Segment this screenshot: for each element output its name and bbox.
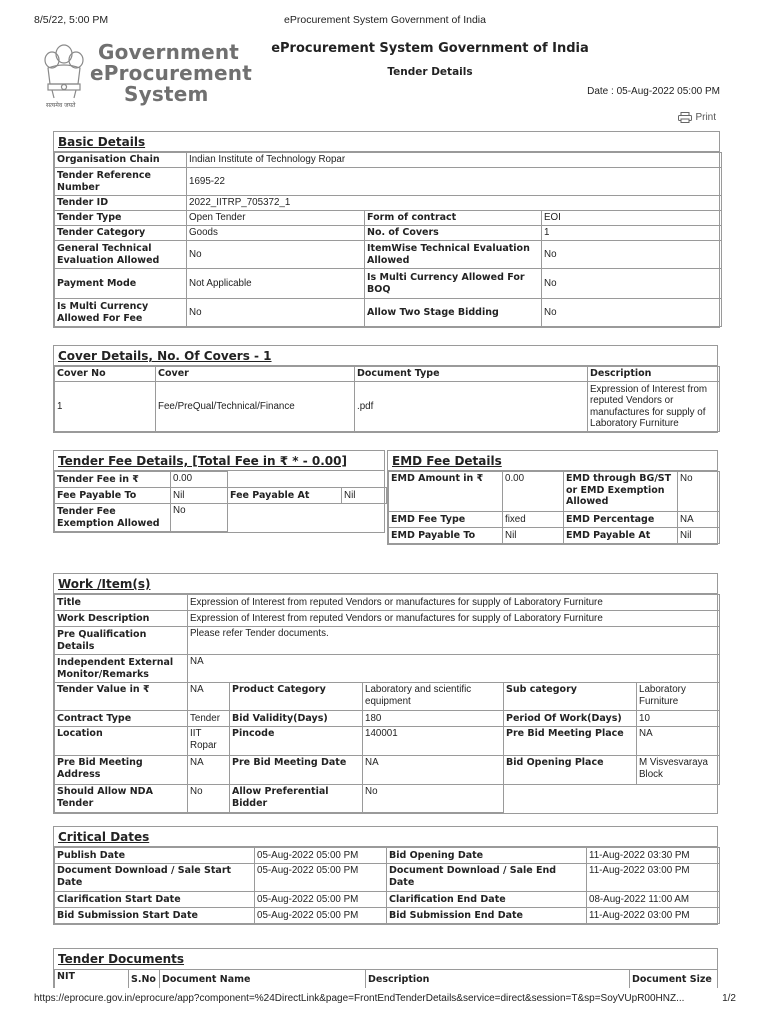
- emd-amount-value: 0.00: [503, 472, 564, 512]
- sub-category-value: Laboratory Furniture: [637, 683, 720, 711]
- preferential-bidder-value: No: [363, 785, 504, 813]
- tender-documents-title: Tender Documents: [54, 949, 717, 969]
- tender-ref-label: Tender Reference Number: [55, 168, 187, 196]
- table-row: [55, 785, 720, 813]
- cover-no-cell: 1: [55, 382, 156, 432]
- table-row: [55, 756, 720, 785]
- column-header: Document Type: [355, 367, 588, 382]
- nit-label: NIT: [55, 970, 129, 989]
- table-row: [55, 627, 720, 655]
- table-row: [55, 864, 720, 892]
- preferential-bidder-label: Allow Preferential Bidder: [230, 785, 363, 813]
- cover-cell: Fee/PreQual/Technical/Finance: [156, 382, 355, 432]
- publish-date-value: 05-Aug-2022 05:00 PM: [255, 848, 387, 864]
- tender-fee-table: [54, 471, 387, 532]
- iem-remarks-value: NA: [188, 655, 720, 683]
- clarification-end-date-label: Clarification End Date: [387, 892, 587, 908]
- critical-dates-table: [54, 847, 720, 924]
- itemwise-tech-eval-value: No: [542, 241, 722, 269]
- table-row: [55, 892, 720, 908]
- work-items-title: Work /Item(s): [54, 574, 717, 594]
- table-row: [55, 655, 720, 683]
- table-row: [55, 226, 722, 241]
- iem-remarks-label: Independent External Monitor/Remarks: [55, 655, 188, 683]
- bid-opening-date-value: 11-Aug-2022 03:30 PM: [587, 848, 720, 864]
- basic-details-table: [54, 152, 722, 327]
- fee-exemption-value: No: [171, 504, 228, 532]
- column-header: Description: [366, 970, 630, 989]
- clarification-end-date-value: 08-Aug-2022 11:00 AM: [587, 892, 720, 908]
- description-cell: Expression of Interest from reputed Vendors or manufactures for supply of Laboratory Furniture: [588, 382, 720, 432]
- tender-value-value: NA: [188, 683, 230, 711]
- tender-fee-label: Tender Fee in ₹: [55, 472, 171, 488]
- product-category-label: Product Category: [230, 683, 363, 711]
- emd-amount-label: EMD Amount in ₹: [389, 472, 503, 512]
- general-tech-eval-value: No: [187, 241, 365, 269]
- submission-start-date-value: 05-Aug-2022 05:00 PM: [255, 908, 387, 924]
- clarification-start-date-value: 05-Aug-2022 05:00 PM: [255, 892, 387, 908]
- tender-category-label: Tender Category: [55, 226, 187, 241]
- clarification-start-date-label: Clarification Start Date: [55, 892, 255, 908]
- tender-value-label: Tender Value in ₹: [55, 683, 188, 711]
- table-row: [55, 382, 720, 432]
- basic-details-title: Basic Details: [54, 132, 719, 152]
- basic-details-panel: [53, 131, 720, 328]
- emd-fee-type-label: EMD Fee Type: [389, 512, 503, 528]
- emd-percentage-label: EMD Percentage: [564, 512, 678, 528]
- pre-bid-meeting-date-label: Pre Bid Meeting Date: [230, 756, 363, 785]
- table-row: [55, 241, 722, 269]
- table-row: [389, 528, 720, 544]
- cover-details-table: [54, 366, 720, 432]
- pincode-value: 140001: [363, 727, 504, 756]
- emd-bg-exemption-value: No: [678, 472, 720, 512]
- fee-exemption-label: Tender Fee Exemption Allowed: [55, 504, 171, 532]
- column-header: S.No: [129, 970, 160, 989]
- tender-fee-panel: [53, 450, 385, 533]
- tender-type-value: Open Tender: [187, 211, 365, 226]
- bid-validity-label: Bid Validity(Days): [230, 711, 363, 727]
- product-category-value: Laboratory and scientific equipment: [363, 683, 504, 711]
- table-row: [55, 269, 722, 299]
- table-header-row: [55, 970, 719, 989]
- table-row: [55, 211, 722, 226]
- fee-payable-at-value: Nil: [342, 488, 387, 504]
- logo-line-system: System: [124, 82, 209, 106]
- fee-payable-to-label: Fee Payable To: [55, 488, 171, 504]
- emd-percentage-value: NA: [678, 512, 720, 528]
- current-date: Date : 05-Aug-2022 05:00 PM: [587, 86, 720, 97]
- pre-bid-meeting-address-value: NA: [188, 756, 230, 785]
- payment-mode-label: Payment Mode: [55, 269, 187, 299]
- emd-payable-at-value: Nil: [678, 528, 720, 544]
- location-label: Location: [55, 727, 188, 756]
- bid-opening-place-value: M Visvesvaraya Block: [637, 756, 720, 785]
- emd-payable-to-label: EMD Payable To: [389, 528, 503, 544]
- cover-details-panel: [53, 345, 718, 433]
- download-end-date-label: Document Download / Sale End Date: [387, 864, 587, 892]
- multi-currency-fee-label: Is Multi Currency Allowed For Fee: [55, 299, 187, 327]
- logo-line-eprocurement: eProcurement: [90, 61, 252, 85]
- critical-dates-panel: [53, 826, 718, 925]
- download-start-date-value: 05-Aug-2022 05:00 PM: [255, 864, 387, 892]
- column-header: Cover No: [55, 367, 156, 382]
- tender-id-value: 2022_IITRP_705372_1: [187, 196, 722, 211]
- page-subtitle: Tender Details: [387, 66, 473, 78]
- work-items-panel: [53, 573, 718, 814]
- table-row: [55, 711, 720, 727]
- itemwise-tech-eval-label: ItemWise Technical Evaluation Allowed: [365, 241, 542, 269]
- work-items-table: [54, 594, 720, 813]
- print-header: [0, 14, 770, 28]
- print-datetime: 8/5/22, 5:00 PM: [34, 14, 109, 26]
- tender-type-label: Tender Type: [55, 211, 187, 226]
- table-row: [55, 472, 387, 488]
- emd-fee-panel: [387, 450, 718, 545]
- print-page-title: eProcurement System Government of India: [284, 14, 486, 26]
- submission-end-date-value: 11-Aug-2022 03:00 PM: [587, 908, 720, 924]
- table-row: [55, 595, 720, 611]
- table-row: [55, 727, 720, 756]
- sub-category-label: Sub category: [504, 683, 637, 711]
- printer-icon: [678, 112, 692, 123]
- work-description-value: Expression of Interest from reputed Vendors or manufactures for supply of Laboratory Furniture: [188, 611, 720, 627]
- print-button[interactable]: [678, 112, 716, 123]
- org-chain-label: Organisation Chain: [55, 153, 187, 168]
- emd-fee-type-value: fixed: [503, 512, 564, 528]
- tender-documents-table: [54, 969, 718, 988]
- pre-bid-meeting-date-value: NA: [363, 756, 504, 785]
- document-type-cell: .pdf: [355, 382, 588, 432]
- page-url[interactable]: https://eprocure.gov.in/eprocure/app?component=%24DirectLink&page=FrontEndTenderDetails&service=direct&session=T&sp=SoyVUpR00HNZ...: [34, 993, 685, 1004]
- no-of-covers-label: No. of Covers: [365, 226, 542, 241]
- general-tech-eval-label: General Technical Evaluation Allowed: [55, 241, 187, 269]
- pre-qualification-value: Please refer Tender documents.: [188, 627, 720, 655]
- download-end-date-value: 11-Aug-2022 03:00 PM: [587, 864, 720, 892]
- fee-payable-to-value: Nil: [171, 488, 228, 504]
- pre-qualification-label: Pre Qualification Details: [55, 627, 188, 655]
- publish-date-label: Publish Date: [55, 848, 255, 864]
- column-header: Document Size: [630, 970, 719, 989]
- pre-bid-meeting-address-label: Pre Bid Meeting Address: [55, 756, 188, 785]
- cover-details-title: Cover Details, No. Of Covers - 1: [54, 346, 717, 366]
- contract-type-label: Contract Type: [55, 711, 188, 727]
- org-chain-value: Indian Institute of Technology Ropar: [187, 153, 722, 168]
- critical-dates-title: Critical Dates: [54, 827, 717, 847]
- table-row: [389, 512, 720, 528]
- table-row: [55, 168, 722, 196]
- bid-opening-date-label: Bid Opening Date: [387, 848, 587, 864]
- print-footer: [0, 993, 770, 1007]
- table-header-row: [55, 367, 720, 382]
- logo-line-government: Government: [98, 40, 240, 64]
- form-of-contract-label: Form of contract: [365, 211, 542, 226]
- tender-id-label: Tender ID: [55, 196, 187, 211]
- form-of-contract-value: EOI: [542, 211, 722, 226]
- work-title-value: Expression of Interest from reputed Vendors or manufactures for supply of Laboratory Furniture: [188, 595, 720, 611]
- pincode-label: Pincode: [230, 727, 363, 756]
- fee-payable-at-label: Fee Payable At: [228, 488, 342, 504]
- emd-payable-at-label: EMD Payable At: [564, 528, 678, 544]
- table-row: [55, 908, 720, 924]
- page-number: 1/2: [722, 993, 736, 1004]
- site-title: eProcurement System Government of India: [271, 41, 589, 56]
- table-row: [55, 504, 387, 532]
- emd-fee-table: [388, 471, 720, 544]
- allow-nda-label: Should Allow NDA Tender: [55, 785, 188, 813]
- period-of-work-label: Period Of Work(Days): [504, 711, 637, 727]
- column-header: Description: [588, 367, 720, 382]
- table-row: [55, 153, 722, 168]
- download-start-date-label: Document Download / Sale Start Date: [55, 864, 255, 892]
- multi-currency-boq-value: No: [542, 269, 722, 299]
- work-title-label: Title: [55, 595, 188, 611]
- work-description-label: Work Description: [55, 611, 188, 627]
- submission-end-date-label: Bid Submission End Date: [387, 908, 587, 924]
- tender-documents-panel: [53, 948, 718, 988]
- tender-fee-value: 0.00: [171, 472, 228, 488]
- tender-ref-value: 1695-22: [187, 168, 722, 196]
- table-row: [55, 196, 722, 211]
- tender-category-value: Goods: [187, 226, 365, 241]
- two-stage-bidding-label: Allow Two Stage Bidding: [365, 299, 542, 327]
- no-of-covers-value: 1: [542, 226, 722, 241]
- period-of-work-value: 10: [637, 711, 720, 727]
- table-row: [55, 683, 720, 711]
- bid-opening-place-label: Bid Opening Place: [504, 756, 637, 785]
- column-header: Document Name: [160, 970, 366, 989]
- multi-currency-boq-label: Is Multi Currency Allowed For BOQ: [365, 269, 542, 299]
- pre-bid-meeting-place-value: NA: [637, 727, 720, 756]
- table-row: [389, 472, 720, 512]
- allow-nda-value: No: [188, 785, 230, 813]
- table-row: [55, 848, 720, 864]
- pre-bid-meeting-place-label: Pre Bid Meeting Place: [504, 727, 637, 756]
- table-row: [55, 611, 720, 627]
- table-row: [55, 299, 722, 327]
- contract-type-value: Tender: [188, 711, 230, 727]
- emd-fee-title: EMD Fee Details: [388, 451, 717, 471]
- payment-mode-value: Not Applicable: [187, 269, 365, 299]
- emblem-motto: सत्यमेव जयते: [46, 102, 76, 109]
- submission-start-date-label: Bid Submission Start Date: [55, 908, 255, 924]
- emd-bg-exemption-label: EMD through BG/ST or EMD Exemption Allowed: [564, 472, 678, 512]
- column-header: Cover: [156, 367, 355, 382]
- two-stage-bidding-value: No: [542, 299, 722, 327]
- emd-payable-to-value: Nil: [503, 528, 564, 544]
- multi-currency-fee-value: No: [187, 299, 365, 327]
- bid-validity-value: 180: [363, 711, 504, 727]
- location-value: IIT Ropar: [188, 727, 230, 756]
- table-row: [55, 488, 387, 504]
- tender-fee-title: Tender Fee Details, [Total Fee in ₹ * - 0.00]: [54, 451, 384, 471]
- print-label: Print: [695, 112, 716, 123]
